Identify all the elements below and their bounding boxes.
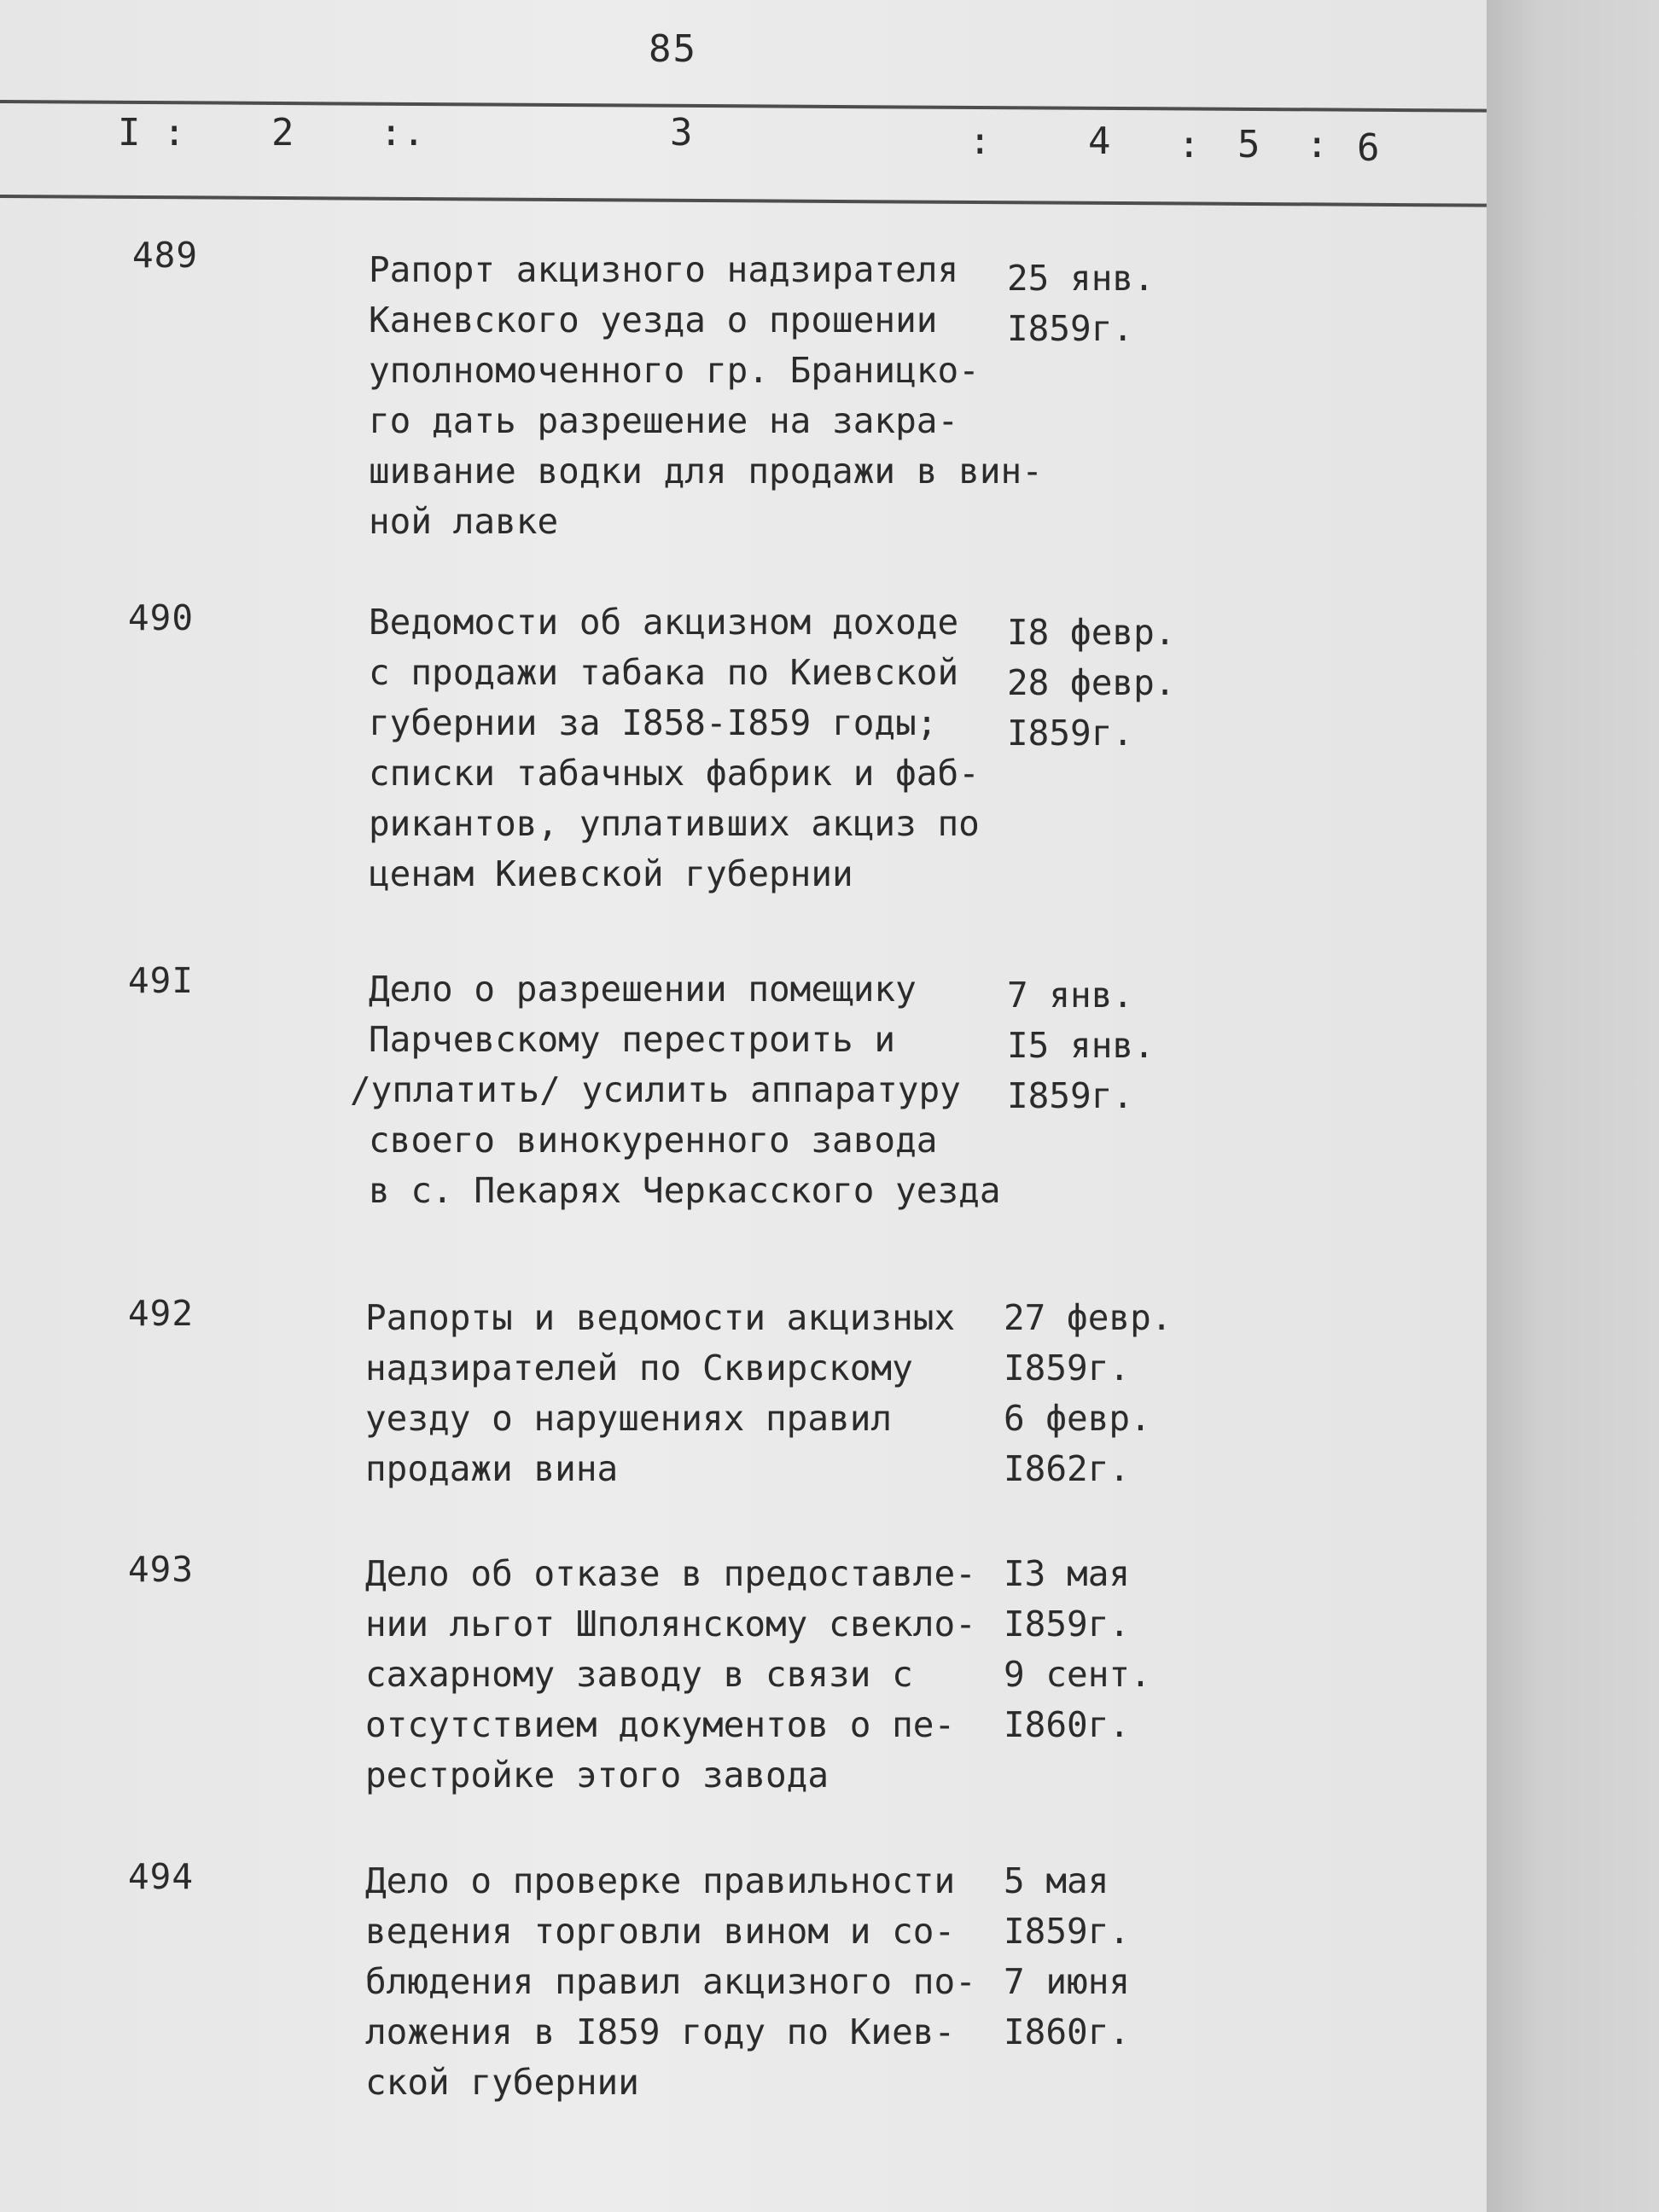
- date-line: I859г.: [1004, 1604, 1131, 1644]
- description-line: шивание водки для продажи в вин-: [369, 451, 1043, 492]
- description-line: рестройке этого завода: [365, 1755, 830, 1796]
- description-line: уполномоченного гр. Браницко-: [369, 350, 980, 391]
- description-line: уезду о нарушениях правил: [365, 1398, 893, 1439]
- column-header-separator: :.: [380, 111, 425, 154]
- description-line: ской губернии: [365, 2062, 639, 2103]
- description-line: сахарному заводу в связи с: [365, 1654, 913, 1695]
- page-edge-shadow: [1487, 0, 1659, 2212]
- date-line: I862г.: [1004, 1448, 1131, 1489]
- entry-description: [365, 1549, 1014, 1801]
- column-header-separator: :: [969, 119, 992, 163]
- column-header-6: 6: [1357, 126, 1380, 170]
- entry-number: 489: [132, 235, 199, 276]
- description-line: ценам Киевской губернии: [369, 853, 853, 894]
- date-line: I859г.: [1004, 1911, 1131, 1952]
- date-line: I859г.: [1004, 1348, 1131, 1388]
- description-line: продажи вина: [365, 1448, 619, 1489]
- description-line: блюдения правил акцизного по-: [365, 1961, 976, 2002]
- description-line: го дать разрешение на закра-: [369, 400, 959, 441]
- description-line: Рапорты и ведомости акцизных: [365, 1297, 956, 1338]
- date-line: 27 февр.: [1004, 1297, 1173, 1338]
- date-line: I860г.: [1004, 1704, 1131, 1745]
- entry-number: 492: [128, 1293, 195, 1334]
- header-bottom-rule: [0, 195, 1487, 207]
- entry-description: [365, 1293, 1014, 1494]
- description-line: отсутствием документов о пе-: [365, 1704, 956, 1745]
- entry-description: [369, 597, 1017, 899]
- date-line: 7 июня: [1004, 1961, 1131, 2002]
- column-header-4: 4: [1088, 119, 1111, 163]
- column-header-row: [0, 111, 1487, 179]
- date-line: I859г.: [1007, 308, 1134, 349]
- column-header-3: 3: [670, 111, 693, 154]
- description-line: ложения в I859 году по Киев-: [365, 2011, 956, 2052]
- description-line: ведения торговли вином и со-: [365, 1911, 956, 1952]
- entry-dates: [1004, 1549, 1208, 1750]
- date-line: 7 янв.: [1007, 975, 1134, 1016]
- description-line: нии льгот Шполянскому свекло-: [365, 1604, 976, 1644]
- description-line: рикантов, уплативших акциз по: [369, 803, 980, 844]
- column-header-separator: :: [1306, 123, 1329, 166]
- date-line: 28 февр.: [1007, 662, 1176, 703]
- date-line: I859г.: [1007, 713, 1134, 754]
- description-line: в с. Пекарях Черкасского уезда: [369, 1170, 1001, 1211]
- date-line: 9 сент.: [1004, 1654, 1151, 1695]
- entry-dates: [1004, 1293, 1208, 1494]
- description-line: надзирателей по Сквирскому: [365, 1348, 913, 1388]
- description-line: Ведомости об акцизном доходе: [369, 602, 959, 643]
- column-header-1: I :: [118, 111, 186, 154]
- entry-number: 490: [128, 597, 195, 638]
- entry-dates: [1007, 253, 1212, 354]
- description-line: Дело о разрешении помещику: [369, 969, 917, 1010]
- entry-number: 49I: [128, 960, 195, 1001]
- date-line: I3 мая: [1004, 1553, 1131, 1594]
- description-line: с продажи табака по Киевской: [369, 652, 959, 693]
- description-line: Парчевскому перестроить и: [369, 1019, 896, 1060]
- column-header-separator: :: [1178, 123, 1201, 166]
- date-line: 6 февр.: [1004, 1398, 1151, 1439]
- description-line: /уплатить/ усилить аппаратуру: [350, 1069, 961, 1110]
- description-line: Дело об отказе в предоставле-: [365, 1553, 976, 1594]
- entry-dates: [1007, 608, 1212, 759]
- description-line: губернии за I858-I859 годы;: [369, 702, 938, 743]
- page-number: 85: [649, 27, 697, 71]
- entry-dates: [1004, 1856, 1208, 2058]
- entry-description: [369, 245, 1043, 547]
- entry-number: 494: [128, 1856, 195, 1897]
- date-line: I859г.: [1007, 1075, 1134, 1116]
- entry-description: [365, 1856, 1014, 2108]
- date-line: I860г.: [1004, 2011, 1131, 2052]
- description-line: Каневского уезда о прошении: [369, 300, 938, 341]
- date-line: 25 янв.: [1007, 258, 1155, 299]
- description-line: списки табачных фабрик и фаб-: [369, 753, 980, 794]
- description-line: Рапорт акцизного надзирателя: [369, 249, 959, 290]
- description-line: Дело о проверке правильности: [365, 1860, 956, 1901]
- description-line: своего винокуренного завода: [369, 1120, 938, 1161]
- date-line: I5 янв.: [1007, 1025, 1155, 1066]
- column-header-5: 5: [1237, 123, 1260, 166]
- description-line: ной лавке: [369, 501, 559, 542]
- entry-number: 493: [128, 1549, 195, 1590]
- date-line: I8 февр.: [1007, 612, 1176, 653]
- date-line: 5 мая: [1004, 1860, 1109, 1901]
- entry-dates: [1007, 970, 1212, 1121]
- column-header-2: 2: [271, 111, 294, 154]
- entry-description: [350, 964, 1001, 1216]
